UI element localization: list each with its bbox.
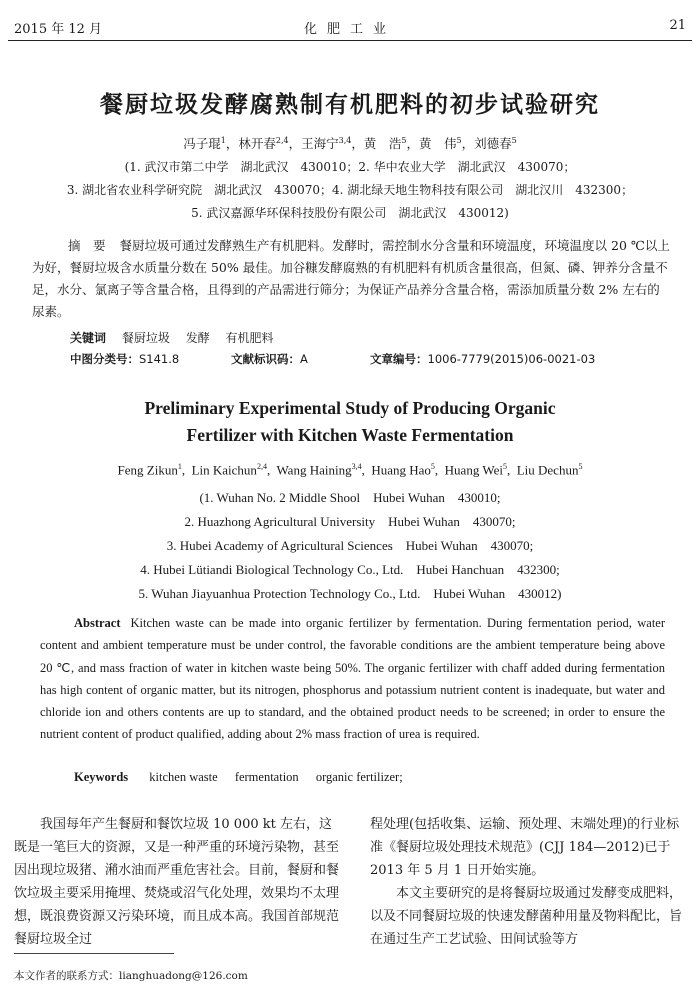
page-number: 21 [669,18,686,33]
abstract-en [40,612,665,746]
keywords-cn-label: 关键词 [70,331,107,345]
author-cn: 黄 伟 [419,136,457,151]
document-code: 文献标识码：A [231,352,308,366]
footnote-rule [14,953,174,954]
author-cn: 黄 浩 [363,136,402,151]
keyword-en: organic fertilizer; [315,770,403,784]
keyword-cn: 餐厨垃圾 [121,331,170,345]
body-column-left [14,813,340,951]
author-en: Wang Haining [276,462,352,478]
author-en: Huang Wei [444,462,503,478]
author-cn: 林开春 [238,136,276,151]
affiliation-cn-line: 3. 湖北省农业科学研究院 湖北武汉 430070；4. 湖北绿天地生物科技有限公司 湖北汉川 432300； [66,183,634,197]
authors-cn: 冯子琨$^1$，林开春$^{2,4}$，王海宁$^{3,4}$，黄 浩$^5$，黄 伟$^5$，刘德春$^5$ [183,135,517,151]
issue-date: 2015 年 12 月 [14,22,103,37]
keywords-en [74,770,403,785]
affiliation-cn-line: (1. 武汉市第二中学 湖北武汉 430010；2. 华中农业大学 湖北武汉 430070； [124,160,576,174]
keywords-cn [70,329,274,346]
abstract-cn-label: 摘 要 [68,238,106,253]
affiliation-en-line: (1. Wuhan No. 2 Middle Shool Hubei Wuhan 430010; [199,490,501,505]
abstract-en-text: Kitchen waste can be made into organic fertilizer by fermentation. During fermentation period, water content and ambient temperature must be under control, the favorable conditions are the ambient temperature being above 20 ℃, and mass fraction of water in kitchen waste being 50%. The organic fertilizer with chaff added during fermentation has high content of organic matter, but its nitrogen, phosphorus and potassium nutrient content is inadequate, but water and chloride ion and others contents are up to standard, and the obtained product needs to be screened; in order to ensure the nutrient content of product qualified, adding about 2% mass fraction of urea is required. [40,616,665,742]
keywords-en-label: Keywords [74,770,129,784]
author-en: Liu Dechun [516,462,579,478]
abstract-cn [32,235,672,323]
affiliation-en-line: 5. Wuhan Jiayuanhua Protection Technology Co., Ltd. Hubei Wuhan 430012) [138,586,562,601]
body-paragraph: 我国每年产生餐厨和餐饮垃圾 10 000 kt 左右，这既是一笔巨大的资源，又是一种严重的环境污染物，甚至因出现垃圾猪、潲水油而严重危害社会。目前，餐厨和餐饮垃圾主要采用掩埋、焚烧或沼气化处理，效果均不太理想，既浪费资源又污染环境，而且成本高。我国首部规范餐厨垃圾全过 [14,817,340,947]
abstract-cn-text: 餐厨垃圾可通过发酵熟生产有机肥料。发酵时，需控制水分含量和环境温度，环境温度以 20 ℃以上为好，餐厨垃圾含水质量分数在 50% 最佳。加谷糠发酵腐熟的有机肥料有机质含量很高，但氮、磷、钾养分含量不足，水分、氯离子等含量合格，且得到的产品需进行筛分；为保证产品养分含量合格，需添加质量分数 2% 左右的尿素。 [32,238,670,319]
author-cn: 王海宁 [301,136,339,151]
header-rule [8,40,692,41]
title-en: Preliminary Experimental Study of Producing Organic Fertilizer with Kitchen Waste Fermentation [144,398,556,445]
affiliation-en-line: 2. Huazhong Agricultural University Hubei Wuhan 430070; [184,514,516,529]
footnote: 本文作者的联系方式：lianghuadong@126.com [14,970,248,982]
affiliation-en-line: 3. Hubei Academy of Agricultural Sciences Hubei Wuhan 430070; [166,538,534,553]
author-en: Lin Kaichun [191,462,257,478]
abstract-en-label: Abstract [74,616,121,630]
author-en: Huang Hao [371,462,431,478]
keyword-cn: 有机肥料 [225,331,274,345]
authors-en: Feng Zikun$^1$, Lin Kaichun$^{2,4}$, Wang Haining$^{3,4}$, Huang Hao$^5$, Huang Wei$^5$, Liu Dechun$^5$ [117,462,583,478]
body-paragraph: 本文主要研究的是将餐厨垃圾通过发酵变成肥料，以及不同餐厨垃圾的快速发酵菌种用量及物料配比，旨在通过生产工艺试验、田间试验等方 [370,886,683,947]
keyword-en: fermentation [234,770,299,784]
author-cn: 刘德春 [474,136,512,151]
author-cn: 冯子琨 [183,136,221,151]
affiliation-en-line: 4. Hubei Lütiandi Biological Technology Co., Ltd. Hubei Hanchuan 432300; [140,562,560,577]
clc-number: 中图分类号：S141.8 [70,352,180,366]
body-column-right [370,813,690,951]
affiliation-cn-line: 5. 武汉嘉源华环保科技股份有限公司 湖北武汉 430012) [191,206,509,220]
body-paragraph: 程处理(包括收集、运输、预处理、末端处理)的行业标准《餐厨垃圾处理技术规范》(CJJ 184—2012)已于 2013 年 5 月 1 日开始实施。 [370,817,680,878]
keyword-cn: 发酵 [185,331,210,345]
journal-name: 化肥工业 [303,22,396,37]
title-cn: 餐厨垃圾发酵腐熟制有机肥料的初步试验研究 [100,92,600,118]
keyword-en: kitchen waste [149,770,218,784]
article-number: 文章编号：1006-7779(2015)06-0021-03 [370,352,596,366]
author-en: Feng Zikun [117,462,178,478]
